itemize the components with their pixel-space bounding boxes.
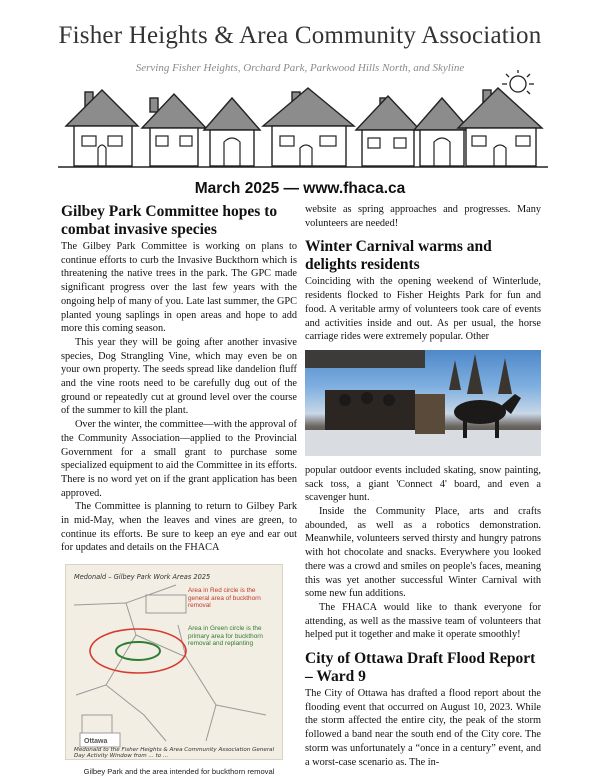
houses-illustration (58, 70, 548, 174)
map-caption: Gilbey Park and the area intended for buckthorn removal (83, 767, 275, 777)
issue-date-website: March 2025 — www.fhaca.ca (194, 180, 406, 197)
carnival-photo (305, 350, 541, 456)
carnival-paragraph-1: Coinciding with the opening weekend of Winterlude, residents flocked to Fisher Heights Park for fun and food. A veritable army of volunteers took care of events and activities inside and out. As per usual, the horse carriage rides were extremely popular. Other (305, 276, 541, 343)
carnival-paragraph-3: Inside the Community Place, arts and crafts abounded, as well as a robotics demonstration. Meanwhile, volunteers served thirsty and hungry patrons with hot chocolate and snacks. Everywhere you looked there was a crowd and smiles on people's faces, meaning this was yet another successful Winter Carnival with some new fun additions. (305, 506, 541, 600)
map-note-red: Area in Red circle is the general area of buckthorn removal (188, 587, 261, 609)
gilbey-paragraph-4: The Committee is planning to return to Gilbey Park in mid-May, when the leaves and vines are green, to continue its efforts. Be sure to keep an eye and ear out for updates and details on the FHACA (61, 501, 297, 554)
map-handwritten-title: Medonald – Gilbey Park Work Areas 2025 (74, 573, 211, 582)
carnival-paragraph-4: The FHACA would like to thank everyone for attending, as well as the massive team of volunteers that helped put it together and make it operate smoothly! (305, 601, 541, 641)
flood-paragraph-1: The City of Ottawa has drafted a flood report about the flooding event that occurred on August 10, 2023. While the storm affected the entire city, the peak of the storm followed a band near the south end of the City core. The storm was unfortunately a “once in a century” event, and a worst-case scenario as. The in- (305, 688, 541, 768)
flood-headline: City of Ottawa Draft Flood Report – Ward 9 (305, 650, 536, 685)
carnival-headline: Winter Carnival warms and delights residents (305, 238, 492, 273)
gilbey-park-map (65, 564, 283, 760)
gilbey-continuation: website as spring approaches and progresses. Many volunteers are needed! (305, 204, 541, 229)
map-note-green: Area in Green circle is the primary area for buckthorn removal and replanting (188, 625, 263, 647)
masthead-tagline: Serving Fisher Heights, Orchard Park, Parkwood Hills North, and Skyline (135, 62, 465, 74)
masthead-title: Fisher Heights & Area Community Association (58, 22, 542, 49)
left-column (61, 203, 297, 777)
carnival-paragraph-2: popular outdoor events included skating, snow painting, sack toss, a giant 'Connect 4' board, and even a scavenger hunt. (305, 464, 541, 504)
gilbey-paragraph-1: The Gilbey Park Committee is working on plans to continue efforts to curb the Invasive Buckthorn which is threatening the native trees in the park. The GPC made significant progress over the last few years with the ongoing help of many of you. Late last summer, the GPC planted young saplings in open areas and hope to add more this coming season. (61, 241, 297, 335)
horse-carriage-illustration (305, 350, 541, 456)
sun-icon (502, 70, 534, 94)
right-column (305, 203, 541, 769)
map-handwritten-footer: Medonald to the Fisher Heights & Area Community Association General Day Activity Window from ... to ... (74, 747, 275, 760)
gilbey-paragraph-2: This year they will be going after another invasive species, Dog Strangling Vine, which may even be on your own property. The seeds spread like dandelion fluff and the vine roots need to be carefully dug out of the ground or repeatedly cut at ground level over the course of the summer to kill the plant. (61, 336, 297, 417)
svg-text:Ottawa: Ottawa (84, 738, 108, 746)
gilbey-headline: Gilbey Park Committee hopes to combat invasive species (61, 203, 278, 238)
gilbey-paragraph-3: Over the winter, the committee—with the approval of the Community Association—applied to the Provincial Government for a small grant to purchase some specialized equipment to aid the Committee in its efforts. There is no word yet on if the grant application has been approved. (61, 419, 297, 499)
